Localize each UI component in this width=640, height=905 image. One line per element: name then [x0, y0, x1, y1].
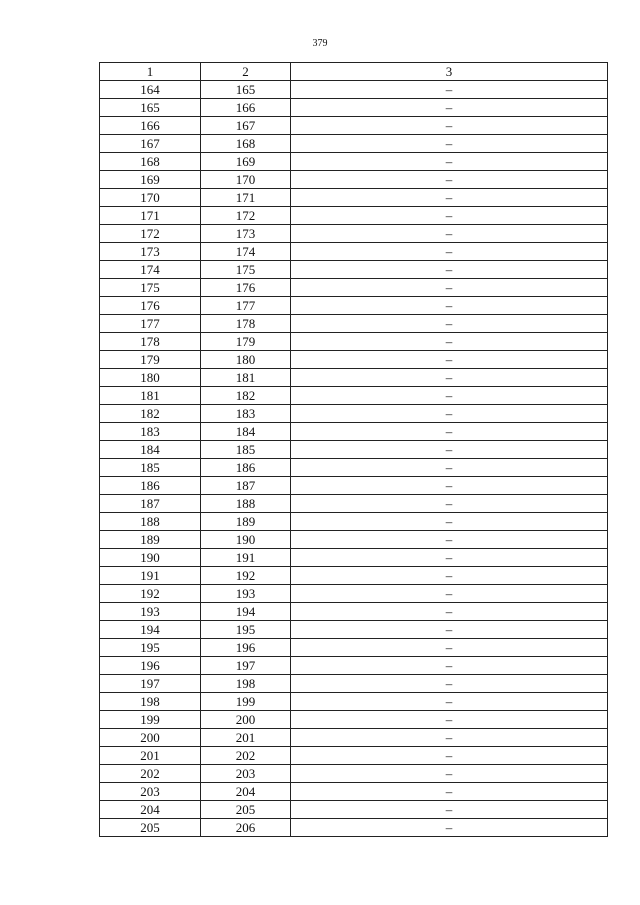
- table-cell-col-1: 175: [100, 279, 201, 297]
- table-cell-col-3: –: [291, 279, 608, 297]
- table-row: [100, 567, 608, 585]
- table-row: [100, 783, 608, 801]
- table-cell-col-1: 189: [100, 531, 201, 549]
- table-cell-col-3: –: [291, 153, 608, 171]
- table-cell-col-2: 180: [201, 351, 291, 369]
- table-cell-col-3: –: [291, 135, 608, 153]
- table-cell-col-2: 189: [201, 513, 291, 531]
- table-row: [100, 171, 608, 189]
- table-row: [100, 639, 608, 657]
- table-row: [100, 711, 608, 729]
- table-cell-col-1: 183: [100, 423, 201, 441]
- table-cell-col-1: 201: [100, 747, 201, 765]
- table-cell-col-3: –: [291, 765, 608, 783]
- table-row: [100, 81, 608, 99]
- table-row: [100, 135, 608, 153]
- table-cell-col-3: –: [291, 81, 608, 99]
- table-cell-col-3: –: [291, 549, 608, 567]
- table-cell-col-2: 168: [201, 135, 291, 153]
- table-cell-col-2: 165: [201, 81, 291, 99]
- table-cell-col-3: –: [291, 405, 608, 423]
- table-cell-col-1: 164: [100, 81, 201, 99]
- table-cell-col-3: –: [291, 693, 608, 711]
- table-row: [100, 459, 608, 477]
- column-header-2: 2: [201, 63, 291, 81]
- table-cell-col-3: –: [291, 639, 608, 657]
- table-cell-col-1: 186: [100, 477, 201, 495]
- table-cell-col-3: –: [291, 99, 608, 117]
- table-cell-col-1: 188: [100, 513, 201, 531]
- table-cell-col-3: –: [291, 783, 608, 801]
- table-cell-col-1: 194: [100, 621, 201, 639]
- table-cell-col-3: –: [291, 459, 608, 477]
- table-cell-col-1: 182: [100, 405, 201, 423]
- table-row: [100, 477, 608, 495]
- table-row: [100, 441, 608, 459]
- table-cell-col-2: 196: [201, 639, 291, 657]
- table-cell-col-1: 204: [100, 801, 201, 819]
- table-cell-col-3: –: [291, 117, 608, 135]
- table-cell-col-1: 205: [100, 819, 201, 837]
- table-body: [100, 81, 608, 837]
- table-cell-col-2: 166: [201, 99, 291, 117]
- table-cell-col-2: 185: [201, 441, 291, 459]
- table-cell-col-3: –: [291, 747, 608, 765]
- table-cell-col-1: 168: [100, 153, 201, 171]
- table-cell-col-2: 181: [201, 369, 291, 387]
- table-cell-col-1: 185: [100, 459, 201, 477]
- table-cell-col-2: 173: [201, 225, 291, 243]
- table-cell-col-2: 172: [201, 207, 291, 225]
- table-row: [100, 351, 608, 369]
- table-row: [100, 279, 608, 297]
- table-cell-col-3: –: [291, 711, 608, 729]
- table-row: [100, 225, 608, 243]
- table-cell-col-2: 178: [201, 315, 291, 333]
- table-cell-col-3: –: [291, 387, 608, 405]
- table-row: [100, 297, 608, 315]
- table-cell-col-3: –: [291, 477, 608, 495]
- table-cell-col-3: –: [291, 171, 608, 189]
- table-row: [100, 513, 608, 531]
- table-cell-col-3: –: [291, 495, 608, 513]
- table-row: [100, 405, 608, 423]
- table-cell-col-1: 198: [100, 693, 201, 711]
- table-row: [100, 243, 608, 261]
- table-row: [100, 621, 608, 639]
- table-cell-col-3: –: [291, 729, 608, 747]
- table-cell-col-1: 166: [100, 117, 201, 135]
- table-cell-col-2: 192: [201, 567, 291, 585]
- table-cell-col-3: –: [291, 513, 608, 531]
- table-cell-col-3: –: [291, 333, 608, 351]
- table-cell-col-1: 174: [100, 261, 201, 279]
- table-row: [100, 117, 608, 135]
- table-cell-col-1: 173: [100, 243, 201, 261]
- table-cell-col-3: –: [291, 675, 608, 693]
- table-cell-col-3: –: [291, 297, 608, 315]
- table-row: [100, 549, 608, 567]
- table-cell-col-3: –: [291, 585, 608, 603]
- table-cell-col-3: –: [291, 261, 608, 279]
- table-cell-col-2: 202: [201, 747, 291, 765]
- table-cell-col-2: 191: [201, 549, 291, 567]
- column-header-1: 1: [100, 63, 201, 81]
- table-row: [100, 729, 608, 747]
- table-cell-col-1: 187: [100, 495, 201, 513]
- table-header-row: [100, 63, 608, 81]
- table-cell-col-3: –: [291, 531, 608, 549]
- table-cell-col-2: 193: [201, 585, 291, 603]
- table-row: [100, 675, 608, 693]
- table-cell-col-2: 176: [201, 279, 291, 297]
- table-cell-col-2: 188: [201, 495, 291, 513]
- table-cell-col-1: 200: [100, 729, 201, 747]
- table-cell-col-2: 197: [201, 657, 291, 675]
- table-cell-col-3: –: [291, 657, 608, 675]
- table-cell-col-3: –: [291, 801, 608, 819]
- table-row: [100, 747, 608, 765]
- table-row: [100, 387, 608, 405]
- table-cell-col-1: 180: [100, 369, 201, 387]
- table-cell-col-2: 198: [201, 675, 291, 693]
- table-cell-col-1: 172: [100, 225, 201, 243]
- table-cell-col-2: 203: [201, 765, 291, 783]
- table-cell-col-2: 195: [201, 621, 291, 639]
- table-cell-col-2: 175: [201, 261, 291, 279]
- table-row: [100, 495, 608, 513]
- table-cell-col-3: –: [291, 621, 608, 639]
- table-cell-col-2: 201: [201, 729, 291, 747]
- table-cell-col-2: 167: [201, 117, 291, 135]
- table-cell-col-1: 169: [100, 171, 201, 189]
- table-row: [100, 531, 608, 549]
- table-cell-col-2: 174: [201, 243, 291, 261]
- table-row: [100, 207, 608, 225]
- table-cell-col-2: 194: [201, 603, 291, 621]
- table-cell-col-1: 197: [100, 675, 201, 693]
- table-cell-col-2: 200: [201, 711, 291, 729]
- table-row: [100, 585, 608, 603]
- table-cell-col-2: 204: [201, 783, 291, 801]
- table-cell-col-2: 206: [201, 819, 291, 837]
- table-cell-col-3: –: [291, 189, 608, 207]
- table-cell-col-1: 195: [100, 639, 201, 657]
- table-cell-col-2: 171: [201, 189, 291, 207]
- table-cell-col-3: –: [291, 225, 608, 243]
- table-cell-col-2: 205: [201, 801, 291, 819]
- table-cell-col-1: 184: [100, 441, 201, 459]
- table-row: [100, 693, 608, 711]
- table-cell-col-3: –: [291, 441, 608, 459]
- table-cell-col-1: 181: [100, 387, 201, 405]
- table-row: [100, 765, 608, 783]
- table-row: [100, 99, 608, 117]
- table-cell-col-2: 184: [201, 423, 291, 441]
- table-row: [100, 423, 608, 441]
- table-cell-col-1: 165: [100, 99, 201, 117]
- table-row: [100, 603, 608, 621]
- table-cell-col-2: 187: [201, 477, 291, 495]
- table-cell-col-2: 169: [201, 153, 291, 171]
- table-cell-col-1: 171: [100, 207, 201, 225]
- table-row: [100, 153, 608, 171]
- table-row: [100, 819, 608, 837]
- table-cell-col-2: 177: [201, 297, 291, 315]
- table-cell-col-3: –: [291, 315, 608, 333]
- table-cell-col-2: 170: [201, 171, 291, 189]
- table-cell-col-3: –: [291, 603, 608, 621]
- table-row: [100, 261, 608, 279]
- table-row: [100, 315, 608, 333]
- table-cell-col-3: –: [291, 351, 608, 369]
- table-header: [100, 63, 608, 81]
- data-table: [99, 62, 608, 837]
- table-cell-col-1: 202: [100, 765, 201, 783]
- table-row: [100, 801, 608, 819]
- table-row: [100, 189, 608, 207]
- table-cell-col-3: –: [291, 243, 608, 261]
- table-cell-col-1: 193: [100, 603, 201, 621]
- table-cell-col-1: 192: [100, 585, 201, 603]
- table-cell-col-1: 167: [100, 135, 201, 153]
- table-cell-col-2: 183: [201, 405, 291, 423]
- table-cell-col-1: 191: [100, 567, 201, 585]
- table-cell-col-3: –: [291, 819, 608, 837]
- table-cell-col-1: 196: [100, 657, 201, 675]
- table-cell-col-1: 176: [100, 297, 201, 315]
- table-cell-col-3: –: [291, 423, 608, 441]
- table-cell-col-2: 186: [201, 459, 291, 477]
- table-row: [100, 333, 608, 351]
- page-number: 379: [312, 38, 328, 49]
- column-header-3: 3: [291, 63, 608, 81]
- table-cell-col-1: 178: [100, 333, 201, 351]
- table-cell-col-1: 203: [100, 783, 201, 801]
- table-cell-col-3: –: [291, 369, 608, 387]
- table-cell-col-2: 190: [201, 531, 291, 549]
- table-cell-col-2: 199: [201, 693, 291, 711]
- table-cell-col-1: 177: [100, 315, 201, 333]
- table-row: [100, 369, 608, 387]
- table-row: [100, 657, 608, 675]
- table-cell-col-1: 170: [100, 189, 201, 207]
- table-cell-col-1: 199: [100, 711, 201, 729]
- table-cell-col-2: 179: [201, 333, 291, 351]
- table-cell-col-2: 182: [201, 387, 291, 405]
- table-cell-col-3: –: [291, 567, 608, 585]
- table-cell-col-1: 179: [100, 351, 201, 369]
- table-cell-col-1: 190: [100, 549, 201, 567]
- table-cell-col-3: –: [291, 207, 608, 225]
